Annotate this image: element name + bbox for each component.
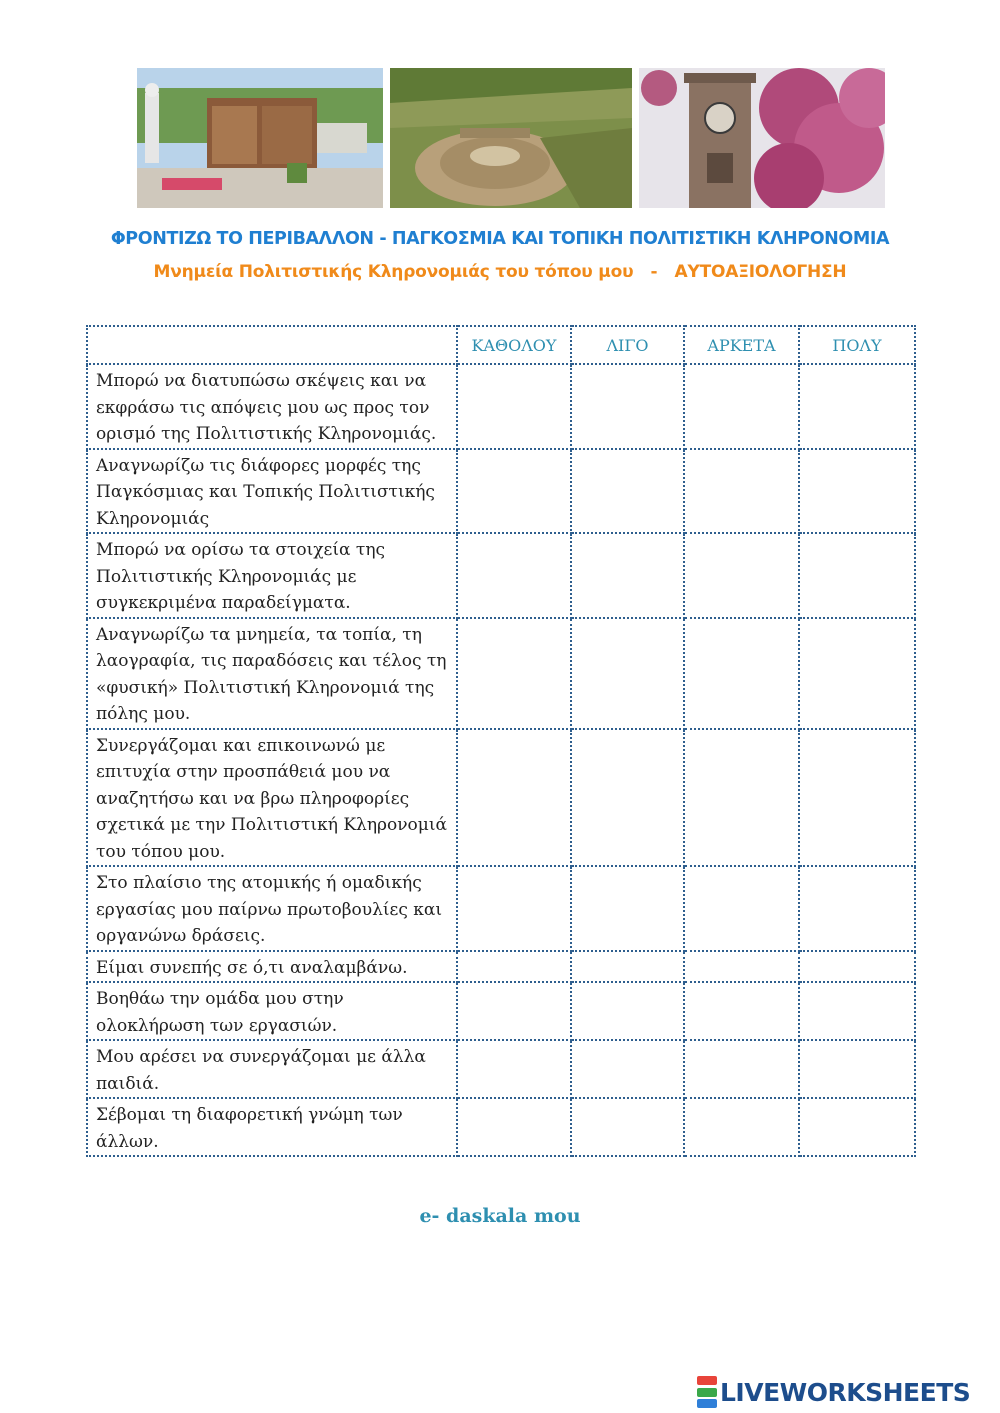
footer-credit: e- daskala mou <box>419 1205 581 1227</box>
rating-cell-ligo[interactable] <box>571 364 684 449</box>
rating-cell-katholou[interactable] <box>457 449 571 534</box>
logo-bar-blue <box>697 1399 717 1408</box>
statement-line: Μπορώ να διατυπώσω σκέψεις και να <box>96 371 427 391</box>
photo-ancient-theatre <box>390 68 632 208</box>
rating-cell-poly[interactable] <box>799 449 915 534</box>
rating-cell-poly[interactable] <box>799 982 915 1040</box>
statement-line: Βοηθάω την ομάδα μου στην <box>96 989 344 1009</box>
table-row <box>87 533 915 618</box>
statement-line: Μου αρέσει να συνεργάζομαι με άλλα <box>96 1047 426 1067</box>
statement-line: Αναγνωρίζω τα μνημεία, τα τοπία, τη <box>96 624 422 645</box>
statement-line: Συνεργάζομαι και επικοινωνώ με <box>96 735 386 756</box>
column-header-ligo: ΛΙΓΟ <box>571 326 684 364</box>
statement-cell <box>87 1098 457 1156</box>
rating-cell-arketa[interactable] <box>684 951 799 983</box>
table-row <box>87 1098 915 1156</box>
statement-line: ορισμό της Πολιτιστικής Κληρονομιάς. <box>96 424 437 444</box>
rating-cell-poly[interactable] <box>799 364 915 449</box>
header-banner <box>137 68 885 208</box>
rating-cell-ligo[interactable] <box>571 1040 684 1098</box>
table-row <box>87 951 915 983</box>
liveworksheets-wordmark: LIVEWORKSHEETS <box>720 1377 971 1407</box>
table-row <box>87 364 915 449</box>
statement-line: του τόπου μου. <box>96 841 226 862</box>
rating-cell-arketa[interactable] <box>684 618 799 729</box>
statement-cell <box>87 982 457 1040</box>
rating-cell-katholou[interactable] <box>457 618 571 729</box>
liveworksheets-logo-icon <box>697 1376 717 1408</box>
logo-bar-red <box>697 1376 717 1385</box>
table-row <box>87 866 915 951</box>
liveworksheets-brand <box>697 1376 970 1408</box>
column-header-katholou: ΚΑΘΟΛΟΥ <box>457 326 571 364</box>
statement-cell <box>87 533 457 618</box>
rating-cell-katholou[interactable] <box>457 729 571 867</box>
statement-line: Είμαι συνεπής σε ό,τι αναλαμβάνω. <box>96 957 408 978</box>
rating-cell-ligo[interactable] <box>571 982 684 1040</box>
statement-line: Παγκόσμιας και Τοπικής Πολιτιστικής <box>96 482 435 502</box>
statement-line: Στο πλαίσιο της ατομικής ή ομαδικής <box>96 873 422 893</box>
column-header-poly: ΠΟΛΥ <box>799 326 915 364</box>
table-row <box>87 449 915 534</box>
rating-cell-poly[interactable] <box>799 951 915 983</box>
statement-line: Κληρονομιάς <box>96 508 210 529</box>
statement-cell <box>87 951 457 983</box>
self-assessment-table <box>86 325 916 1157</box>
statement-line: αναζητήσω και να βρω πληροφορίες <box>96 788 410 809</box>
rating-cell-poly[interactable] <box>799 866 915 951</box>
column-header-arketa: ΑΡΚΕΤΑ <box>684 326 799 364</box>
rating-cell-poly[interactable] <box>799 729 915 867</box>
statement-line: λαογραφία, τις παραδόσεις και τέλος τη <box>96 651 447 671</box>
statement-line: παιδιά. <box>96 1073 160 1094</box>
rating-cell-ligo[interactable] <box>571 449 684 534</box>
statement-line: επιτυχία στην προσπάθειά μου να <box>96 762 391 782</box>
rating-cell-katholou[interactable] <box>457 866 571 951</box>
worksheet-subtitle <box>0 262 1000 282</box>
rating-cell-katholou[interactable] <box>457 533 571 618</box>
rating-cell-ligo[interactable] <box>571 618 684 729</box>
rating-cell-ligo[interactable] <box>571 729 684 867</box>
statement-line: εργασίας μου παίρνω πρωτοβουλίες και <box>96 899 443 920</box>
statement-line: πόλης μου. <box>96 704 191 724</box>
table-row <box>87 982 915 1040</box>
rating-cell-ligo[interactable] <box>571 533 684 618</box>
statement-cell <box>87 866 457 951</box>
rating-cell-arketa[interactable] <box>684 533 799 618</box>
rating-cell-katholou[interactable] <box>457 1098 571 1156</box>
statement-line: άλλων. <box>96 1131 159 1152</box>
rating-cell-arketa[interactable] <box>684 729 799 867</box>
statement-cell <box>87 1040 457 1098</box>
rating-cell-arketa[interactable] <box>684 866 799 951</box>
subtitle-topic: Μνημεία Πολιτιστικής Κληρονομιάς του τόπου μου <box>153 262 634 282</box>
rating-cell-poly[interactable] <box>799 618 915 729</box>
logo-bar-green <box>697 1388 717 1397</box>
rating-cell-poly[interactable] <box>799 533 915 618</box>
table-row <box>87 618 915 729</box>
rating-cell-katholou[interactable] <box>457 982 571 1040</box>
statement-cell <box>87 729 457 867</box>
table-row <box>87 729 915 867</box>
subtitle-self-assessment: ΑΥΤΟΑΞΙΟΛΟΓΗΣΗ <box>674 262 847 282</box>
rating-cell-arketa[interactable] <box>684 449 799 534</box>
rating-cell-poly[interactable] <box>799 1098 915 1156</box>
statement-line: Αναγνωρίζω τις διάφορες μορφές της <box>96 455 421 476</box>
statement-cell <box>87 364 457 449</box>
photo-clock-tower <box>639 68 885 208</box>
rating-cell-arketa[interactable] <box>684 1040 799 1098</box>
statement-line: σχετικά με την Πολιτιστική Κληρονομιά <box>96 815 447 835</box>
rating-cell-ligo[interactable] <box>571 866 684 951</box>
statement-line: Μπορώ να ορίσω τα στοιχεία της <box>96 540 386 560</box>
table-header-row <box>87 326 915 364</box>
statement-line: ολοκλήρωση των εργασιών. <box>96 1015 338 1036</box>
header-empty-cell <box>87 326 457 364</box>
worksheet-title: ΦΡΟΝΤΙΖΩ ΤΟ ΠΕΡΙΒΑΛΛΟΝ - ΠΑΓΚΟΣΜΙΑ ΚΑΙ ΤΟΠΙΚΗ ΠΟΛΙΤΙΣΤΙΚΗ ΚΛΗΡΟΝΟΜΙΑ <box>110 229 890 249</box>
statement-line: Πολιτιστικής Κληρονομιάς με <box>96 566 357 587</box>
statement-line: «φυσική» Πολιτιστική Κληρονομιά της <box>96 677 435 698</box>
rating-cell-arketa[interactable] <box>684 982 799 1040</box>
rating-cell-arketa[interactable] <box>684 364 799 449</box>
statement-line: Σέβομαι τη διαφορετική γνώμη των <box>96 1105 403 1125</box>
rating-cell-katholou[interactable] <box>457 364 571 449</box>
statement-line: συγκεκριμένα παραδείγματα. <box>96 593 351 613</box>
rating-cell-arketa[interactable] <box>684 1098 799 1156</box>
statement-cell <box>87 618 457 729</box>
rating-cell-ligo[interactable] <box>571 951 684 983</box>
rating-cell-ligo[interactable] <box>571 1098 684 1156</box>
rating-cell-katholou[interactable] <box>457 951 571 983</box>
table-body <box>87 364 915 1156</box>
photo-museum <box>137 68 383 208</box>
table-row <box>87 1040 915 1098</box>
rating-cell-poly[interactable] <box>799 1040 915 1098</box>
statement-line: οργανώνω δράσεις. <box>96 926 266 946</box>
statement-line: εκφράσω τις απόψεις μου ως προς τον <box>96 397 430 418</box>
subtitle-separator: - <box>650 262 658 282</box>
rating-cell-katholou[interactable] <box>457 1040 571 1098</box>
statement-cell <box>87 449 457 534</box>
